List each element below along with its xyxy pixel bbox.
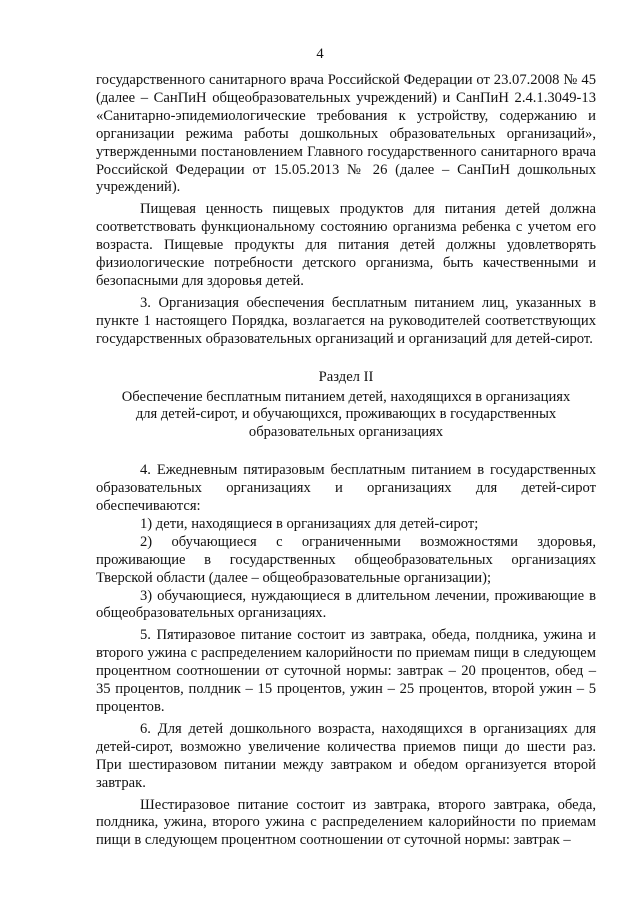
list-item-2: 2) обучающиеся с ограниченными возможностями здоровья, проживающие в государственных общеобразовательных организациях Тверской области (далее – общеобразовательные организации); [96,533,596,586]
document-body [96,72,596,850]
paragraph-item-6: 6. Для детей дошкольного возраста, находящихся в организациях для детей-сирот, возможно увеличение количества приемов пищи до шести раз. При шестиразовом питании между завтраком и обедом организуется второй завтрак. [96,720,596,791]
section-label: Раздел II [318,368,374,385]
paragraph-item-3: 3. Организация обеспечения бесплатным питанием лиц, указанных в пункте 1 настоящего Порядка, возлагается на руководителей соответствующих государственных образовательных организаций и организаций для детей-сирот. [96,294,596,347]
page-number: 4 [316,46,324,62]
paragraph-item-5: 5. Пятиразовое питание состоит из завтрака, обеда, полдника, ужина и второго ужина с распределением калорийности по приемам пищи в следующем процентном соотношении от суточной нормы: завтрак – 20 процентов, обед – 35 процентов, полдник – 15 процентов, ужин – 25 процентов, второй ужин – 5 процентов. [96,627,596,715]
section-title-line: для детей-сирот, и обучающихся, проживающих в государственных [135,406,557,423]
section-title [96,389,596,443]
section-title-line: образовательных организациях [248,424,444,441]
paragraph-item-4: 4. Ежедневным пятиразовым бесплатным питанием в государственных образовательных организациях и организациях для детей-сирот обеспечиваются: [96,462,596,515]
list-item-3: 3) обучающиеся, нуждающиеся в длительном лечении, проживающие в общеобразовательных организациях. [96,587,596,622]
section-title-line: Обеспечение бесплатным питанием детей, находящихся в организациях [121,388,571,405]
paragraph-continuation: государственного санитарного врача Российской Федерации от 23.07.2008 № 45 (далее – СанПиН общеобразовательных учреждений) и СанПиН 2.4.1.3049-13 «Санитарно-эпидемиологические требования к устройству, содержанию и организации режима работы дошкольных образовательных организаций», утвержденными постановлением Главного государственного санитарного врача Российской Федерации от 15.05.2013 № 26 (далее – СанПиН дошкольных учреждений). [96,72,596,196]
list-item-1: 1) дети, находящиеся в организациях для детей-сирот; [140,515,479,532]
paragraph-nutrition-value: Пищевая ценность пищевых продуктов для питания детей должна соответствовать функциональному состоянию организма ребенка с учетом его возраста. Пищевые продукты для питания детей должны удовлетворять физиологические потребности детского организма, быть качественными и безопасными для здоровья детей. [96,201,596,289]
paragraph-six-meals: Шестиразовое питание состоит из завтрака, второго завтрака, обеда, полдника, ужина, второго ужина с распределением калорийности по приемам пищи в следующем процентном соотношении от суточной нормы: завтрак – [96,796,596,849]
section-heading [96,369,596,443]
